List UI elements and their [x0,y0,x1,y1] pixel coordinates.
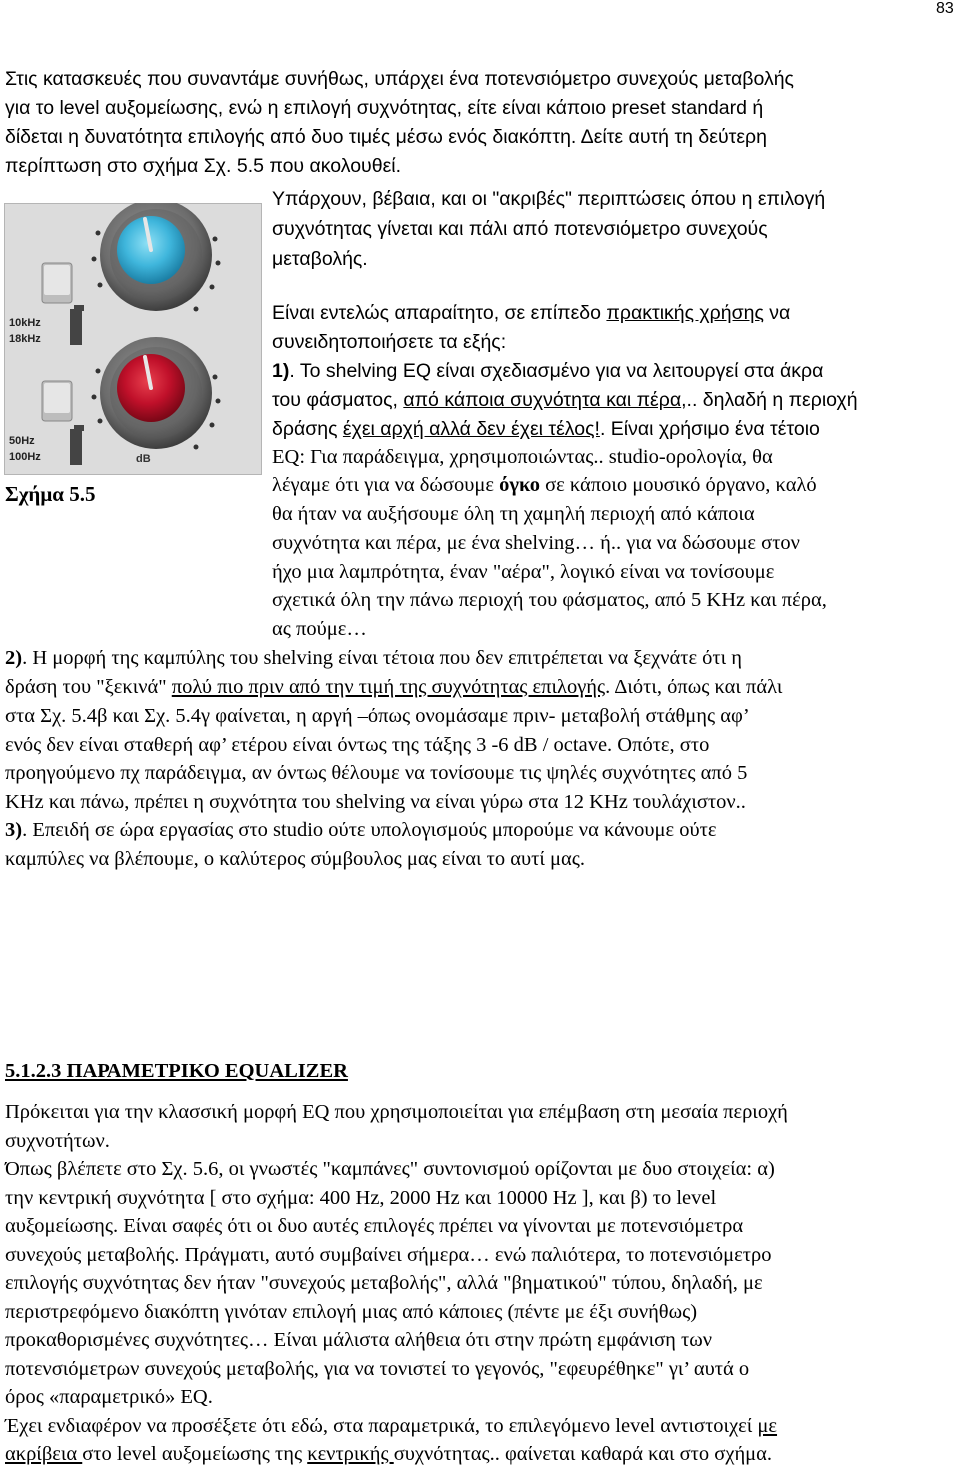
figure-caption: Σχήμα 5.5 [5,482,96,506]
eq-panel-image [4,203,262,475]
text-line: EQ: Για παράδειγμα, χρησιμοποιώντας.. studio-ορολογία, θα [272,446,773,468]
underlined-phrase: με [757,1415,778,1437]
section-heading: 5.1.2.3 ΠΑΡΑΜΕΤΡΙΚΟ EQUALIZER [5,1060,348,1082]
text-line: ήχο μια λαμπρότητα, έναν "αέρα", λογικό είναι να τονίσουμε [272,561,775,583]
text-line: καμπύλες να βλέπουμε, ο καλύτερος σύμβουλος μας είναι το αυτί μας. [5,848,585,870]
underlined-phrase: ακρίβεια [5,1443,83,1465]
text-line: αυξομείωσης. Είναι σαφές ότι οι δυο αυτές επιλογές πρέπει να γίνονται με ποτενσιόμετρα [5,1215,744,1237]
text-line: περίπτωση στο σχήμα Σχ. 5.5 που ακολουθεί. [5,155,402,177]
underlined-phrase: πολύ πιο πριν από την τιμή της συχνότητας επιλογής [171,676,606,698]
text-line: στα Σχ. 5.4β και Σχ. 5.4γ φαίνεται, η αργή –όπως ονομάσαμε πριν- μεταβολή στάθμης αφ’ [5,705,750,727]
text-line: ποτενσιόμετρων συνεχούς μεταβολής, για να τονιστεί το γεγονός, "εφευρέθηκε" γι’ αυτά ο [5,1358,750,1380]
text-line: ακρίβεια στο level αυξομείωσης της κεντρικής συχνότητας.. φαίνεται καθαρά και στο σχήμα. [5,1443,773,1465]
db-label: dB [136,453,151,465]
text-line: όρος «παραμετρικό» EQ. [5,1386,213,1408]
text-line: ας πούμε… [272,618,367,640]
text-line: προκαθορισμένες συχνότητες… Είναι μάλιστα αλήθεια ότι στην πρώτη εμφάνιση των [5,1329,713,1351]
text-line: Όπως βλέπετε στο Σχ. 5.6, οι γνωστές "καμπάνες" συντονισμού ορίζονται με δυο στοιχεία: α) [5,1158,775,1180]
underlined-phrase: πρακτικής χρήσης [606,302,764,324]
text-line: KHz και πάνω, πρέπει η συχνότητα του shelving να είναι γύρω στα 12 KHz τουλάχιστον.. [5,791,746,813]
text-line: την κεντρική συχνότητα [ στο σχήμα: 400 Hz, 2000 Hz και 10000 Hz ], και β) το level [5,1187,717,1209]
text-line: ενός δεν είναι σταθερή αφ’ ετέρου είναι όντως της τάξης 3 -6 dB / octave. Οπότε, στο [5,734,710,756]
text-line: για το level αυξομείωσης, ενώ η επιλογή συχνότητας, είτε είναι κάποιο preset standard ή [5,97,764,119]
page-number: 83 [936,0,954,17]
text-line: Πρόκειται για την κλασσική μορφή EQ που χρησιμοποιείται για επέμβαση στη μεσαία περιοχή [5,1101,788,1123]
top-knob [100,203,212,311]
eq-panel-figure [4,203,262,475]
text-line: συνειδητοποιήσετε τα εξής: [272,331,507,353]
text-line: δράσης έχει αρχή αλλά δεν έχει τέλος!. Είναι χρήσιμο ένα τέτοιο [272,418,820,440]
switch-label: 50Hz [9,435,35,447]
text-line: Υπάρχουν, βέβαια, και οι "ακριβές" περιπτώσεις όπου η επιλογή [272,188,826,210]
text-line: 2). Η μορφή της καμπύλης του shelving είναι τέτοια που δεν επιτρέπεται να ξεχνάτε ότι η [5,647,743,669]
text-line: συχνότητα και πέρα, με ένα shelving… ή.. για να δώσουμε στον [272,532,800,554]
switch-label: 100Hz [9,451,41,463]
text-line: επιλογής συχνότητας δεν ήταν "συνεχούς μεταβολής", αλλά "βηματικού" τύπου, δηλαδή, με [5,1272,763,1294]
text-line: δίδεται η δυνατότητα επιλογής από δυο τιμές μέσω ενός διακόπτη. Δείτε αυτή τη δεύτερη [5,126,767,148]
text-line: Είναι εντελώς απαραίτητο, σε επίπεδο πρακτικής χρήσης να [272,302,791,324]
switch-label: 10kHz [9,317,41,329]
text-line: συχνοτήτων. [5,1130,110,1152]
underlined-phrase: κεντρικής [307,1443,394,1465]
text-line: συχνότητας γίνεται και πάλι από ποτενσιόμετρο συνεχούς [272,218,768,240]
bottom-knob [100,337,212,449]
text-line: θα ήταν να αυξήσουμε όλη τη χαμηλή περιοχή από κάποια [272,503,755,525]
text-line: Στις κατασκευές που συναντάμε συνήθως, υπάρχει ένα ποτενσιόμετρο συνεχούς μεταβολής [5,68,794,90]
text-line: μεταβολής. [272,248,368,270]
text-line: σχετικά όλη την πάνω περιοχή του φάσματος, από 5 KHz και πέρα, [272,589,827,611]
underlined-phrase: από κάποια συχνότητα και πέρα [403,389,682,411]
text-line: Έχει ενδιαφέρον να προσέξετε ότι εδώ, στα παραμετρικά, το επιλεγόμενο level αντιστοιχεί με [5,1415,778,1437]
text-line: προηγούμενο πχ παράδειγμα, αν όντως θέλουμε να τονίσουμε τις ψηλές συχνότητες από 5 [5,762,748,784]
text-line: 3). Επειδή σε ώρα εργασίας στο studio ούτε υπολογισμούς μπορούμε να κάνουμε ούτε [5,819,717,841]
text-line: συνεχούς μεταβολής. Πράγματι, αυτό συμβαίνει σήμερα… ενώ παλιότερα, το ποτενσιόμετρο [5,1244,772,1266]
switch-label: 18kHz [9,333,41,345]
text-line: περιστρεφόμενο διακόπτη γινόταν επιλογή μιας από κάποιες (πέντε με έξι συνήθως) [5,1301,698,1323]
text-line: δράση του "ξεκινά" πολύ πιο πριν από την τιμή της συχνότητας επιλογής. Διότι, όπως και πάλι [5,676,783,698]
underlined-phrase: έχει αρχή αλλά δεν έχει τέλος! [342,418,600,440]
text-line: 1). Το shelving EQ είναι σχεδιασμένο για να λειτουργεί στα άκρα [272,360,824,382]
text-line: λέγαμε ότι για να δώσουμε όγκο σε κάποιο μουσικό όργανο, καλό [272,474,817,496]
text-line: του φάσματος, από κάποια συχνότητα και πέρα,.. δηλαδή η περιοχή [272,389,858,411]
